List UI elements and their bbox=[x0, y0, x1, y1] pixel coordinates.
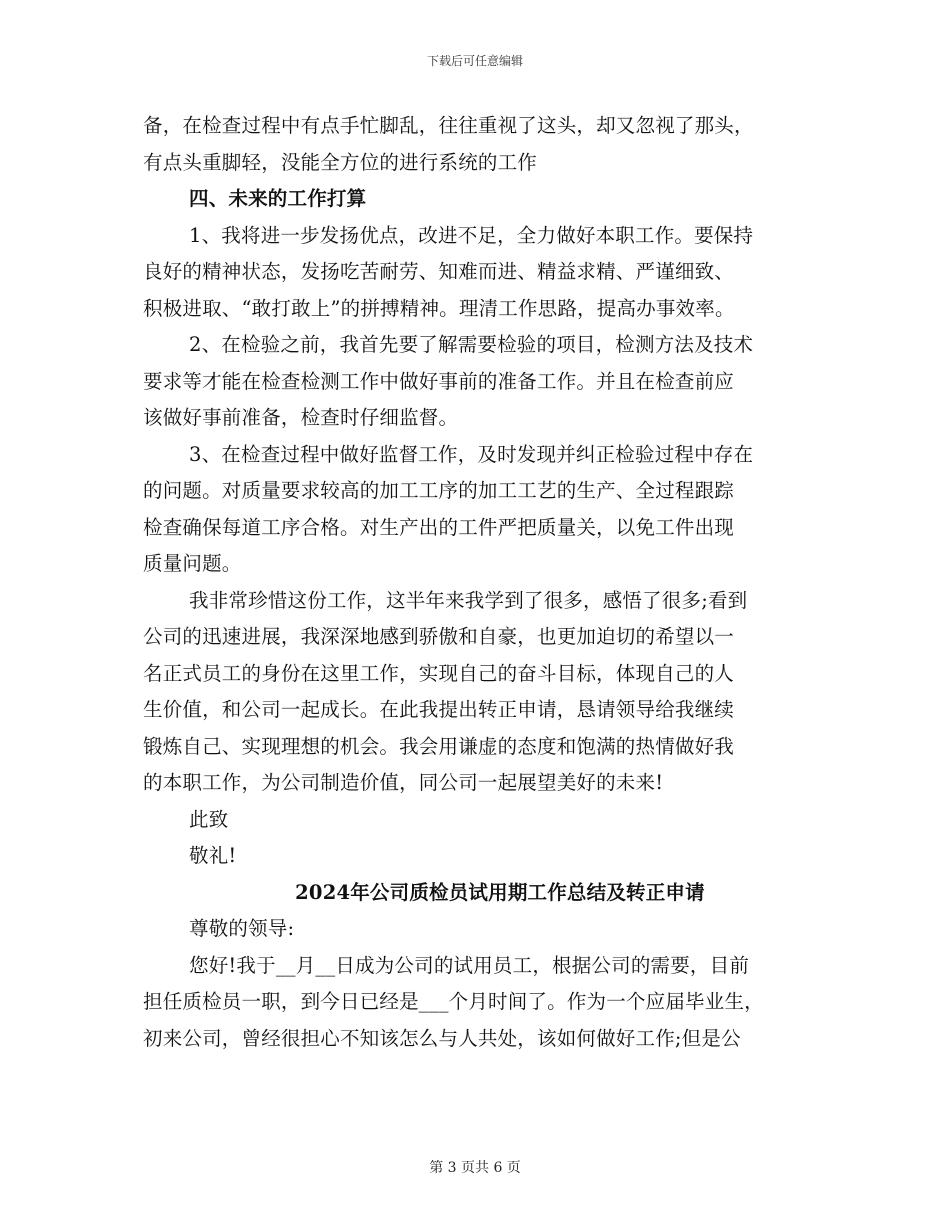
paragraph-line: 备，在检查过程中有点手忙脚乱，往往重视了这头，却又忽视了那头， bbox=[143, 114, 754, 137]
paragraph-line: 初来公司，曾经很担心不知该怎么与人共处，该如何做好工作;但是公 bbox=[143, 1026, 741, 1050]
paragraph-line: 3、在检查过程中做好监督工作，及时发现并纠正检验过程中存在 bbox=[189, 442, 754, 466]
document-body bbox=[143, 108, 813, 1057]
paragraph-line: 良好的精神状态，发扬吃苦耐劳、知难而进、精益求精、严谨细致、 bbox=[143, 260, 735, 283]
paragraph-line: 2、在检验之前，我首先要了解需要检验的项目，检测方法及技术 bbox=[189, 333, 754, 356]
page-header: 下载后可任意编辑 bbox=[426, 54, 523, 68]
paragraph-line: 名正式员工的身份在这里工作，实现自己的奋斗目标，体现自己的人 bbox=[143, 661, 735, 685]
paragraph-line: 公司的迅速进展，我深深地感到骄傲和自豪，也更加迫切的希望以一 bbox=[143, 625, 735, 648]
paragraph-line: 敬礼! bbox=[189, 844, 237, 867]
paragraph-line: 质量问题。 bbox=[143, 552, 242, 575]
paragraph-line: 生价值，和公司一起成长。在此我提出转正申请，恳请领导给我继续 bbox=[143, 698, 735, 721]
paragraph-line: 您好!我于__月__日成为公司的试用员工，根据公司的需要，目前 bbox=[189, 953, 750, 977]
paragraph-line: 该做好事前准备，检查时仔细监督。 bbox=[143, 406, 459, 429]
paragraph-line: 1、我将进一步发扬优点，改进不足，全力做好本职工作。要保持 bbox=[189, 223, 754, 247]
paragraph-line: 担任质检员一职，到今日已经是___个月时间了。作为一个应届毕业生， bbox=[143, 990, 764, 1013]
paragraph-line: 的本职工作，为公司制造价值，同公司一起展望美好的未来! bbox=[143, 771, 664, 794]
paragraph-line: 检查确保每道工序合格。对生产出的工件严把质量关，以免工件出现 bbox=[143, 515, 735, 539]
paragraph-line: 积极进取、“敢打敢上”的拼搏精神。理清工作思路，提高办事效率。 bbox=[143, 296, 735, 320]
section-title: 2024年公司质检员试用期工作总结及转正申请 bbox=[295, 880, 705, 904]
page-footer: 第 3 页共 6 页 bbox=[429, 1160, 521, 1176]
paragraph-line: 锻炼自己、实现理想的机会。我会用谦虚的态度和饱满的热情做好我 bbox=[143, 734, 735, 758]
paragraph-line: 此致 bbox=[189, 807, 229, 831]
paragraph-line: 有点头重脚轻，没能全方位的进行系统的工作 bbox=[143, 150, 538, 174]
section-heading: 四、未来的工作打算 bbox=[189, 187, 367, 210]
paragraph-line: 我非常珍惜这份工作，这半年来我学到了很多，感悟了很多;看到 bbox=[189, 588, 748, 612]
paragraph-line: 尊敬的领导: bbox=[189, 917, 295, 940]
paragraph-line: 的问题。对质量要求较高的加工工序的加工工艺的生产、全过程跟踪 bbox=[143, 479, 735, 502]
paragraph-line: 要求等才能在检查检测工作中做好事前的准备工作。并且在检查前应 bbox=[143, 369, 735, 393]
